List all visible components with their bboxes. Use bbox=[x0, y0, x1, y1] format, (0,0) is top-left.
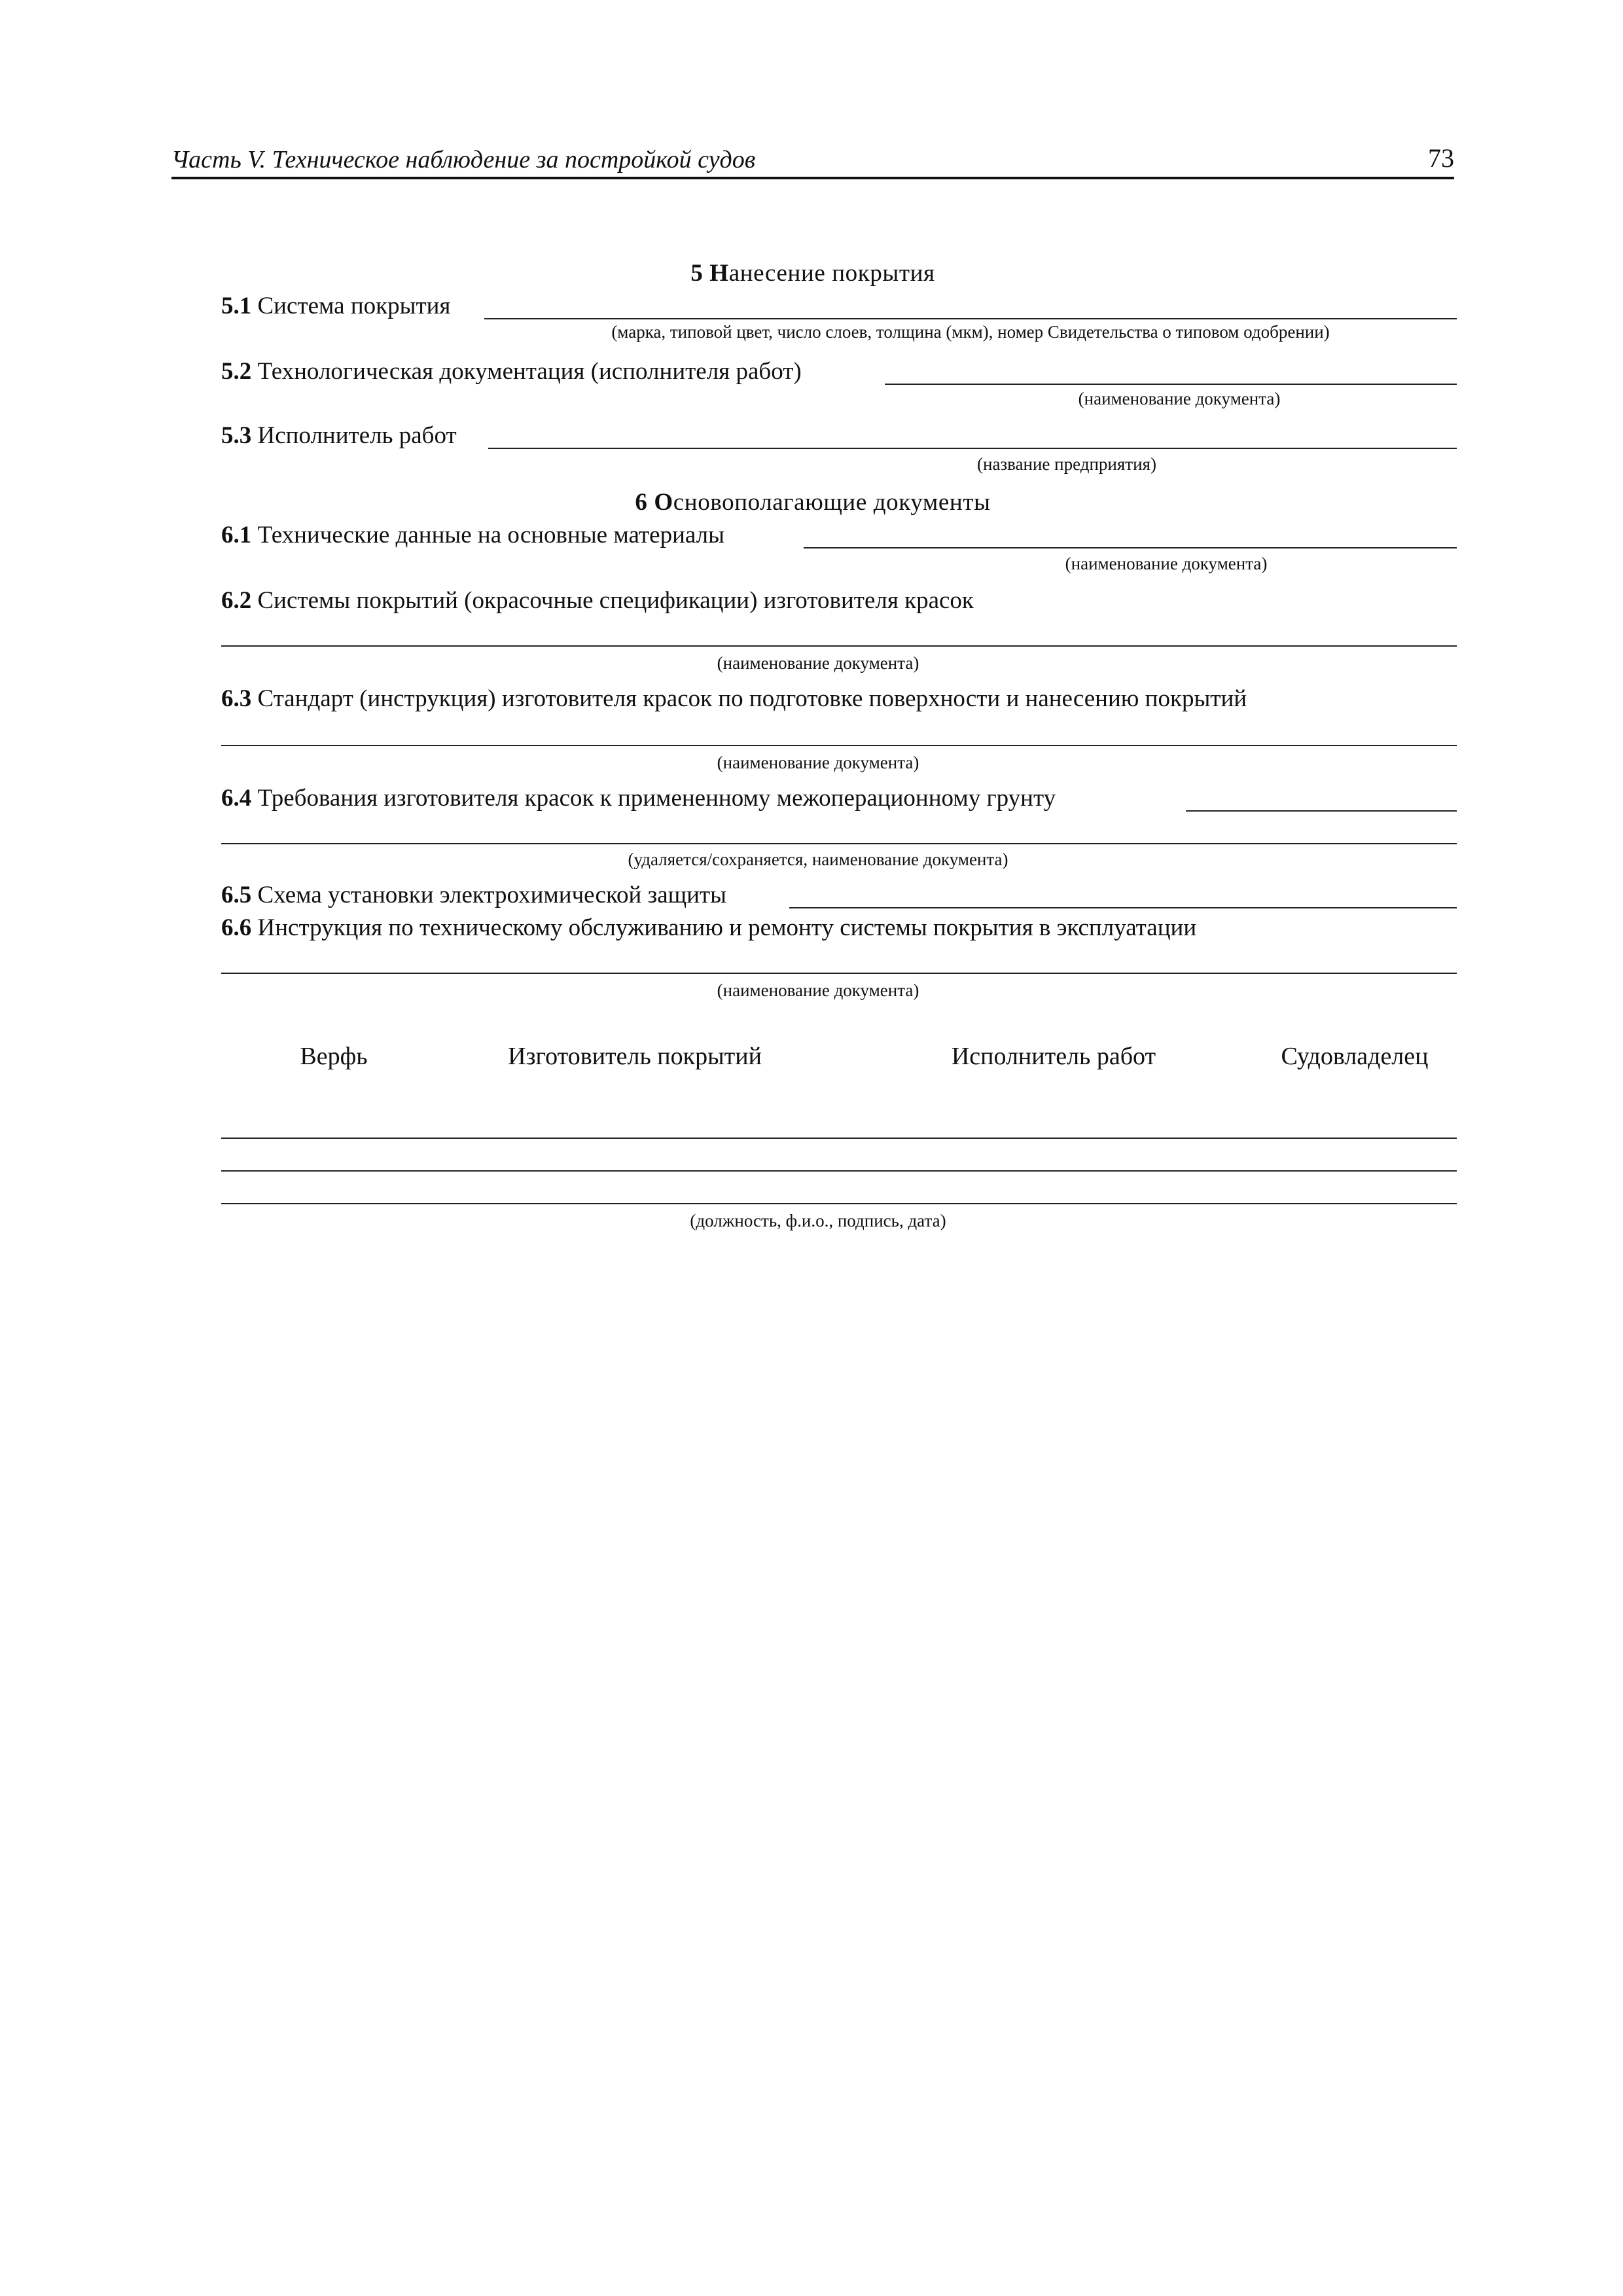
item-number: 6.6 bbox=[221, 914, 252, 941]
section-6-title-initial: О bbox=[654, 489, 673, 516]
item-6-2-label bbox=[221, 586, 974, 615]
section-6-number: 6 bbox=[635, 489, 648, 516]
item-6-5-field[interactable] bbox=[789, 907, 1457, 908]
signature-column-coating-manufacturer: Изготовитель покрытий bbox=[508, 1043, 762, 1070]
item-text: Технические данные на основные материалы bbox=[257, 522, 724, 548]
item-number: 6.1 bbox=[221, 522, 252, 548]
item-number: 5.1 bbox=[221, 293, 252, 319]
page-number: 73 bbox=[1428, 143, 1454, 173]
item-6-6-label bbox=[221, 914, 1196, 942]
item-6-1-field[interactable] bbox=[804, 547, 1457, 548]
item-text: Инструкция по техническому обслуживанию и ремонту системы покрытия в эксплуатации bbox=[257, 914, 1197, 941]
item-text: Схема установки электрохимической защиты bbox=[257, 882, 726, 908]
item-5-2-field[interactable] bbox=[885, 384, 1457, 385]
item-5-3-field[interactable] bbox=[488, 448, 1457, 449]
item-5-3-caption: (название предприятия) bbox=[977, 454, 1156, 474]
item-text: Система покрытия bbox=[257, 293, 451, 319]
item-6-4-caption: (удаляется/сохраняется, наименование документа) bbox=[628, 850, 1008, 869]
item-text: Требования изготовителя красок к примененному межоперационному грунту bbox=[257, 785, 1056, 812]
signature-column-shipyard: Верфь bbox=[300, 1043, 368, 1070]
signature-line[interactable] bbox=[221, 1203, 1457, 1204]
section-6-title bbox=[171, 488, 1454, 516]
item-5-1-label bbox=[221, 292, 450, 320]
item-6-4-label bbox=[221, 784, 1056, 812]
section-5-title-text: анесение покрытия bbox=[728, 260, 935, 287]
section-5-number: 5 bbox=[690, 260, 704, 287]
item-text: Технологическая документация (исполнителя работ) bbox=[257, 358, 802, 385]
item-number: 6.2 bbox=[221, 587, 252, 614]
section-6-title-text: сновополагающие документы bbox=[673, 489, 991, 516]
item-6-3-field[interactable] bbox=[221, 745, 1457, 746]
item-6-1-caption: (наименование документа) bbox=[1065, 554, 1268, 573]
section-5-title bbox=[171, 259, 1454, 287]
item-5-2-label bbox=[221, 357, 802, 386]
signature-column-contractor: Исполнитель работ bbox=[951, 1043, 1156, 1070]
running-header-title: Часть V. Техническое наблюдение за постройкой судов bbox=[171, 146, 756, 173]
item-number: 6.3 bbox=[221, 685, 252, 712]
item-number: 5.2 bbox=[221, 358, 252, 385]
item-text: Стандарт (инструкция) изготовителя красок по подготовке поверхности и нанесению покрытий bbox=[257, 685, 1247, 712]
signature-column-shipowner: Судовладелец bbox=[1281, 1043, 1429, 1070]
signature-line[interactable] bbox=[221, 1138, 1457, 1139]
signature-caption: (должность, ф.и.о., подпись, дата) bbox=[690, 1211, 946, 1230]
item-6-3-caption: (наименование документа) bbox=[717, 753, 919, 772]
item-6-4-field-inline[interactable] bbox=[1186, 810, 1457, 812]
item-6-4-field[interactable] bbox=[221, 843, 1457, 844]
item-6-6-caption: (наименование документа) bbox=[717, 980, 919, 1000]
item-6-5-label bbox=[221, 881, 726, 909]
item-5-2-caption: (наименование документа) bbox=[1078, 389, 1281, 408]
item-5-3-label bbox=[221, 422, 457, 450]
item-6-1-label bbox=[221, 521, 724, 549]
item-6-2-caption: (наименование документа) bbox=[717, 653, 919, 673]
item-text: Исполнитель работ bbox=[257, 422, 457, 449]
item-5-1-caption: (марка, типовой цвет, число слоев, толщина (мкм), номер Свидетельства о типовом одобрении) bbox=[611, 322, 1330, 342]
item-6-2-field[interactable] bbox=[221, 645, 1457, 647]
item-6-6-field[interactable] bbox=[221, 973, 1457, 974]
item-6-3-label bbox=[221, 685, 1247, 713]
section-5-title-initial: Н bbox=[709, 260, 729, 287]
item-number: 5.3 bbox=[221, 422, 252, 449]
signature-line[interactable] bbox=[221, 1170, 1457, 1172]
item-number: 6.5 bbox=[221, 882, 252, 908]
item-text: Системы покрытий (окрасочные спецификации) изготовителя красок bbox=[257, 587, 974, 614]
item-5-1-field[interactable] bbox=[484, 318, 1457, 319]
item-number: 6.4 bbox=[221, 785, 252, 812]
header-rule bbox=[171, 177, 1454, 179]
